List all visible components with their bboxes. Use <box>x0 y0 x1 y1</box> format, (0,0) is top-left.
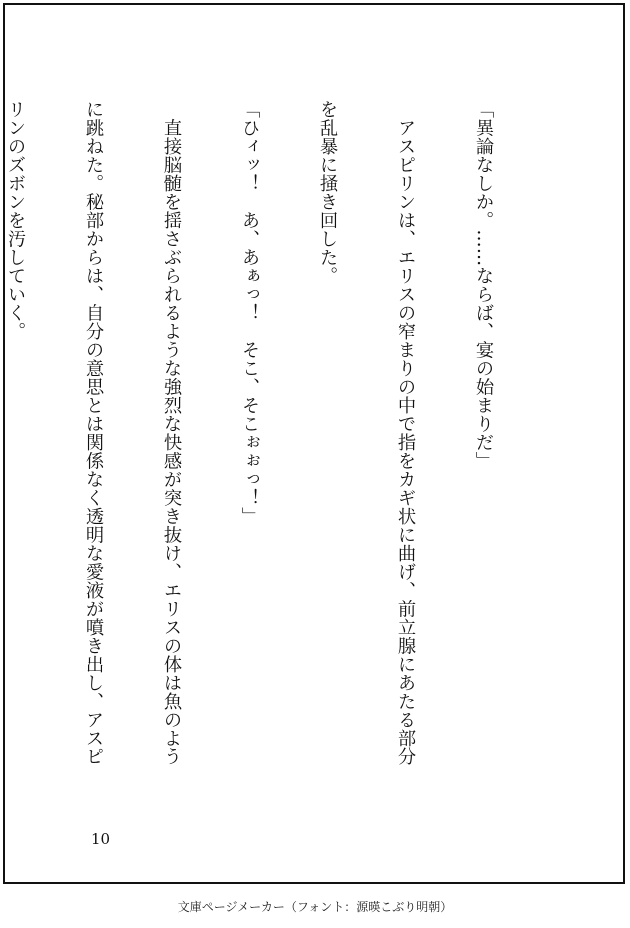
text-column: に跳ねた。秘部からは、自分の意思とは関係なく透明な愛液が噴き出し、アスピ <box>83 100 104 766</box>
page-frame <box>3 3 625 884</box>
body-text <box>0 100 548 820</box>
text-column: 「異論なしか。……ならば、宴の始まりだ」 <box>473 100 494 470</box>
footer-credit: 文庫ページメーカー（フォント：源暎こぶり明朝） <box>177 900 453 914</box>
text-column: リンのズボンを汚していく。 <box>5 100 26 341</box>
text-column: を乱暴に掻き回した。 <box>317 100 338 285</box>
text-column: 直接脳髄を揺さぶられるような強烈な快感が突き抜け、エリスの体は魚のよう <box>161 100 182 766</box>
page-number: 10 <box>91 830 111 848</box>
text-column: アスピリンは、エリスの窄まりの中で指をカギ状に曲げ、前立腺にあたる部分 <box>395 100 416 766</box>
text-column: 「ひィッ！ あ、あぁっ！ そこ、そこぉぉっ！」 <box>239 100 260 526</box>
